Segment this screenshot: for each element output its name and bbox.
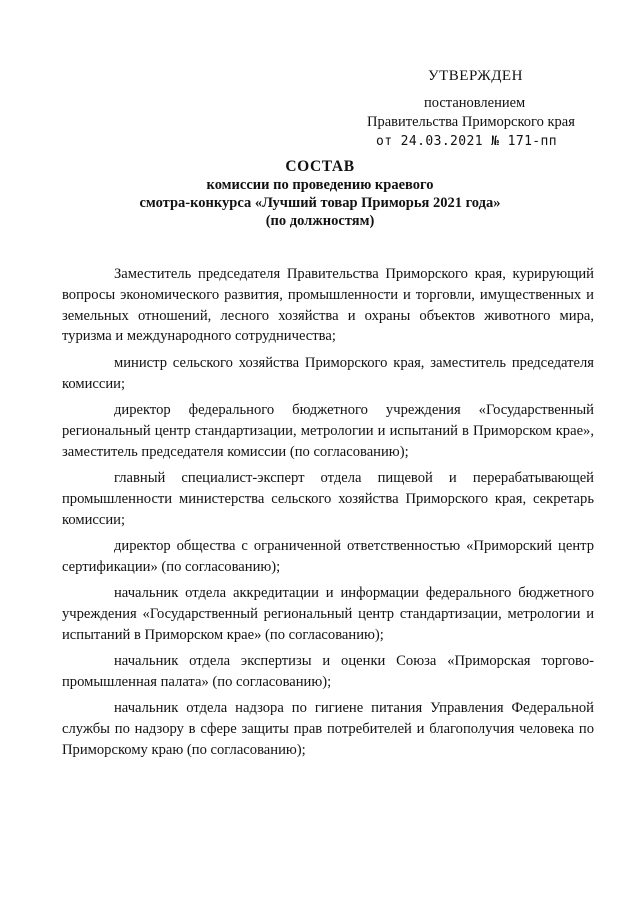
heading-line-3: смотра-конкурса «Лучший товар Приморья 2021 года» [139, 195, 501, 211]
heading-line-2: комиссии по проведению краевого [206, 177, 434, 193]
member-paragraph: Заместитель председателя Правительства Приморского края, курирующий вопросы экономического развития, промышленности и торговли, имущественных и земельных отношений, лесного хозяйства и охраны объектов животного мира, туризма и международного сотрудничества; [62, 266, 594, 345]
member-paragraph: начальник отдела надзора по гигиене питания Управления Федеральной службы по надзору в сфере защиты прав потребителей и благополучия человека по Приморскому краю (по согласованию); [62, 700, 594, 758]
approval-title: УТВЕРЖДЕН [428, 68, 523, 84]
heading-line-4: (по должностям) [265, 213, 375, 229]
member-paragraph: директор общества с ограниченной ответственностью «Приморский центр сертификации» (по согласованию); [62, 537, 594, 575]
approval-date-number: от 24.03.2021 № 171-пп [376, 134, 557, 149]
approval-resolution-label: постановлением [424, 95, 526, 111]
member-paragraph: начальник отдела экспертизы и оценки Союза «Приморская торгово-промышленная палата» (по согласованию); [62, 653, 594, 690]
member-paragraph: главный специалист-эксперт отдела пищевой и перерабатывающей промышленности министерства сельского хозяйства Приморского края, секретарь комиссии; [62, 469, 594, 528]
commission-member-list [62, 264, 594, 766]
heading-title: СОСТАВ [285, 158, 355, 175]
document-heading [60, 158, 580, 230]
member-paragraph: начальник отдела аккредитации и информации федерального бюджетного учреждения «Государственный региональный центр стандартизации, метрологии и испытаний в Приморском крае» (по согласованию); [62, 585, 594, 643]
approval-authority: Правительства Приморского края [367, 114, 575, 130]
member-paragraph: министр сельского хозяйства Приморского края, заместитель председателя комиссии; [62, 354, 594, 392]
member-paragraph: директор федерального бюджетного учреждения «Государственный региональный центр стандартизации, метрологии и испытаний в Приморском крае», заместитель председателя комиссии (по согласованию); [62, 401, 594, 460]
